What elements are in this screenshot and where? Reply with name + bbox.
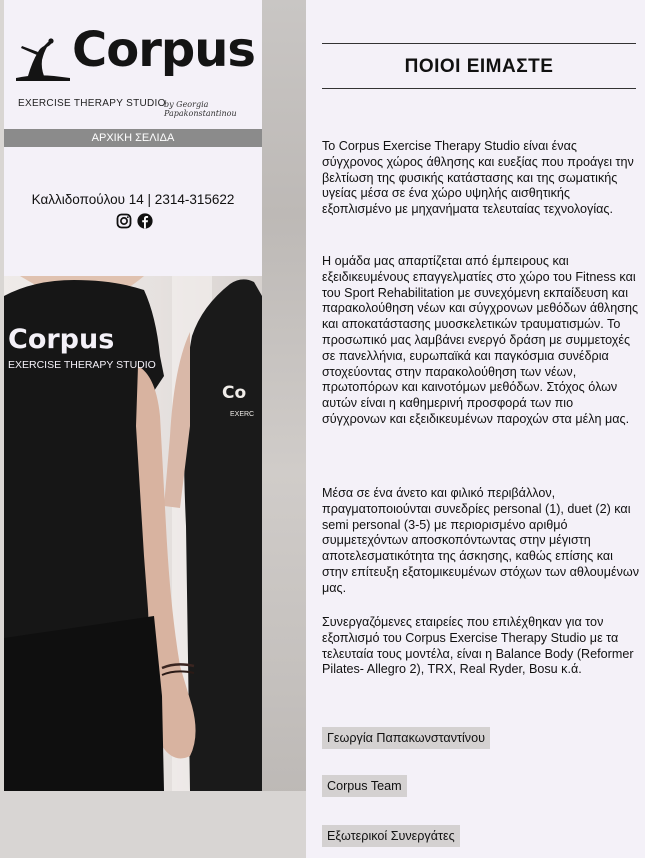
team-photo (4, 276, 262, 791)
blurred-background (262, 0, 306, 858)
link-corpus-team[interactable]: Corpus Team (322, 775, 407, 797)
contact-address-phone: Καλλιδοπούλου 14 | 2314-315622 (31, 192, 235, 207)
main-content (306, 0, 645, 858)
brand-subtitle: EXERCISE THERAPY STUDIO (18, 98, 166, 109)
team-paragraph: Η ομάδα μας απαρτίζεται από έμπειρους και εξειδικευμένους επαγγελματίες στο χώρο του Fitness και του Sport Rehabilitation με συνεχόμενη εκπαίδευση και παρακολούθηση νέων και σύγχρονων μεθόδων άθλησης και αποκατάστασης μυοσκελετικών τραυματισμών. Το προσωπικό μας λαμβάνει ενεργό δράση με συμμετοχές σε πανελλήνια, ευρωπαϊκά και παγκόσμια συνέδρια στοχεύοντας στην παρακολούθηση των νέων, πρωτοπόρων και καινοτόμων μεθόδων. Στόχος όλων αυτών είναι η καθημερινή προσφορά των πιο σύγχρονων και εξειδικευμένων παροχών στα μέλη μας. (322, 254, 639, 426)
page-title: ΠΟΙΟΙ ΕΙΜΑΣΤΕ (404, 56, 554, 77)
shirt-logo-text: Corpus (8, 324, 115, 355)
svg-text:EXERC: EXERC (230, 411, 255, 418)
shirt-logo-subtitle: EXERCISE THERAPY STUDIO (8, 359, 156, 371)
brand-signature: by Georgia Papakonstantinou (164, 100, 237, 118)
brand-logo[interactable] (14, 22, 256, 118)
footer-gap (0, 791, 306, 858)
title-top-rule (322, 43, 636, 44)
team-photo-illustration (4, 276, 262, 791)
link-external-partners[interactable]: Εξωτερικοί Συνεργάτες (322, 825, 460, 847)
sessions-paragraph: Μέσα σε ένα άνετο και φιλικό περιβάλλον, πραγματοποιούνται συνεδρίες personal (1), duet (2) και semi personal (3-5) με περιορισμένο αριθμό συμμετεχόντων αποσκοπόντωντας στην μέγιστη αποτελεσματικότητα της άσκησης, καθώς επίσης και στην επίτευξη εξατομικευμένων στόχων των αθλουμένων μας. (322, 486, 639, 595)
pilates-figure-icon (14, 38, 72, 82)
svg-text:Co: Co (222, 383, 247, 403)
title-bottom-rule (322, 88, 636, 89)
brand-name: Corpus (72, 22, 255, 78)
link-georgia-papakonstantinou[interactable]: Γεωργία Παπακωνσταντίνου (322, 727, 490, 749)
intro-paragraph: Το Corpus Exercise Therapy Studio είναι ένας σύγχρονος χώρος άθλησης και ευεξίας που προάγει την βελτίωση της φυσικής κατάστασης και της σωματικής υγείας μέσα σε ένα χώρο υψηλής αισθητικής εξοπλισμένο με μηχανήματα τελευταίας τεχνολογίας. (322, 139, 634, 217)
partners-paragraph: Συνεργαζόμενες εταιρείες που επιλέχθηκαν για τον εξοπλισμό του Corpus Exercise Therapy Studio με τα τελευταία τους μοντέλα, είναι η Balance Body (Reformer Pilates- Allegro 2), TRX, Real Ryder, Bosu κ.ά. (322, 615, 634, 677)
instagram-icon[interactable] (116, 213, 132, 229)
social-links (116, 213, 153, 229)
facebook-icon[interactable] (137, 213, 153, 229)
nav-home-link[interactable]: ΑΡΧΙΚΗ ΣΕΛΙΔΑ (4, 129, 262, 147)
